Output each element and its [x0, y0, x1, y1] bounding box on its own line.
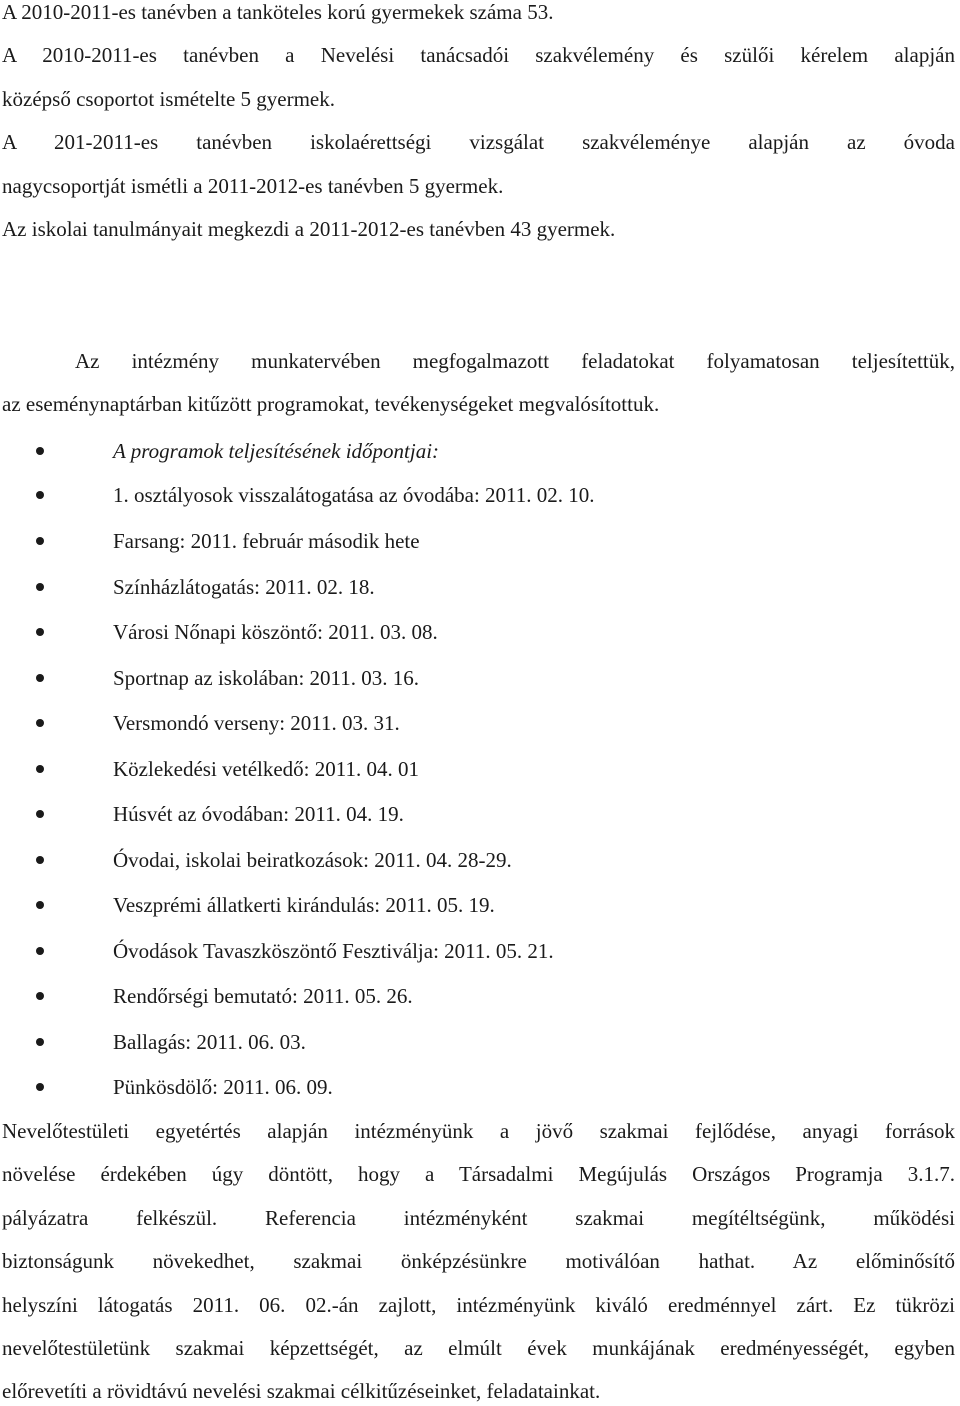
closing-paragraph-line4: biztonságunk növekedhet, szakmai önképzésünkre motiválóan hathat. Az előminősítő [2, 1249, 955, 1273]
closing-paragraph-line5: helyszíni látogatás 2011. 06. 02.-án zajlott, intézményünk kiváló eredménnyel zárt. Ez tükrözi [2, 1293, 955, 1317]
intro-sentence-repeat-line2: középső csoportot ismételte 5 gyermek. [2, 87, 335, 111]
list-item [0, 893, 955, 917]
bullet-icon [36, 491, 44, 499]
bullet-icon [36, 901, 44, 909]
list-item-text: Veszprémi állatkerti kirándulás: 2011. 05. 19. [113, 893, 495, 917]
closing-paragraph-line7: előrevetíti a rövidtávú nevelési szakmai célkitűzéseinket, feladatainkat. [2, 1379, 601, 1403]
list-item [0, 529, 955, 553]
list-item [0, 802, 955, 826]
program-paragraph-line1: Az intézmény munkatervében megfogalmazott feladatokat folyamatosan teljesítettük, [75, 349, 955, 373]
program-paragraph-line2: az eseménynaptárban kitűzött programokat, tevékenységeket megvalósítottuk. [2, 392, 660, 416]
bullet-icon [36, 447, 44, 455]
intro-sentence-pupils-count: A 2010-2011-es tanévben a tanköteles korú gyermekek száma 53. [2, 0, 554, 24]
intro-sentence-school-readiness-line1: A 201-2011-es tanévben iskolaérettségi vizsgálat szakvéleménye alapján az óvoda [2, 130, 955, 154]
bullet-icon [36, 765, 44, 773]
list-item-text: Városi Nőnapi köszöntő: 2011. 03. 08. [113, 620, 438, 644]
bullet-icon [36, 583, 44, 591]
intro-sentence-school-readiness-line2: nagycsoportját ismétli a 2011-2012-es tanévben 5 gyermek. [2, 174, 504, 198]
list-item-text: Óvodások Tavaszköszöntő Fesztiválja: 2011. 05. 21. [113, 939, 554, 963]
list-item [0, 848, 955, 872]
list-item-text: Óvodai, iskolai beiratkozások: 2011. 04. 28-29. [113, 848, 512, 872]
closing-paragraph-line3: pályázatra felkészül. Referencia intézményként szakmai megítéltségünk, működési [2, 1206, 955, 1230]
list-item-text: 1. osztályosok visszalátogatása az óvodába: 2011. 02. 10. [113, 483, 595, 507]
list-item [0, 1075, 955, 1099]
list-item [0, 1030, 955, 1054]
list-item [0, 483, 955, 507]
bullet-icon [36, 1038, 44, 1046]
bullet-icon [36, 992, 44, 1000]
list-item-text: Húsvét az óvodában: 2011. 04. 19. [113, 802, 404, 826]
list-item-text: Farsang: 2011. február második hete [113, 529, 420, 553]
closing-paragraph-line1: Nevelőtestületi egyetértés alapján intézményünk a jövő szakmai fejlődése, anyagi források [2, 1119, 955, 1143]
list-item-text: Versmondó verseny: 2011. 03. 31. [113, 711, 400, 735]
program-list-heading: A programok teljesítésének időpontjai: [113, 439, 440, 463]
list-item [0, 711, 955, 735]
list-item [0, 620, 955, 644]
program-list-heading-row [0, 439, 955, 463]
bullet-icon [36, 856, 44, 864]
list-item [0, 757, 955, 781]
bullet-icon [36, 537, 44, 545]
list-item-text: Rendőrségi bemutató: 2011. 05. 26. [113, 984, 413, 1008]
list-item-text: Sportnap az iskolában: 2011. 03. 16. [113, 666, 420, 690]
intro-sentence-repeat-line1: A 2010-2011-es tanévben a Nevelési tanácsadói szakvélemény és szülői kérelem alapján [2, 43, 955, 67]
closing-paragraph-line6: nevelőtestületünk szakmai képzettségét, az elmúlt évek munkájának eredményességét, egyben [2, 1336, 955, 1360]
list-item-text: Ballagás: 2011. 06. 03. [113, 1030, 306, 1054]
bullet-icon [36, 674, 44, 682]
list-item-text: Színházlátogatás: 2011. 02. 18. [113, 575, 375, 599]
bullet-icon [36, 810, 44, 818]
bullet-icon [36, 719, 44, 727]
bullet-icon [36, 947, 44, 955]
list-item-text: Pünkösdölő: 2011. 06. 09. [113, 1075, 333, 1099]
list-item [0, 666, 955, 690]
list-item [0, 939, 955, 963]
list-item [0, 984, 955, 1008]
bullet-icon [36, 1083, 44, 1091]
list-item-text: Közlekedési vetélkedő: 2011. 04. 01 [113, 757, 419, 781]
bullet-icon [36, 628, 44, 636]
intro-sentence-school-start: Az iskolai tanulmányait megkezdi a 2011-2012-es tanévben 43 gyermek. [2, 217, 616, 241]
list-item [0, 575, 955, 599]
closing-paragraph-line2: növelése érdekében úgy döntött, hogy a Társadalmi Megújulás Országos Programja 3.1.7. [2, 1162, 955, 1186]
